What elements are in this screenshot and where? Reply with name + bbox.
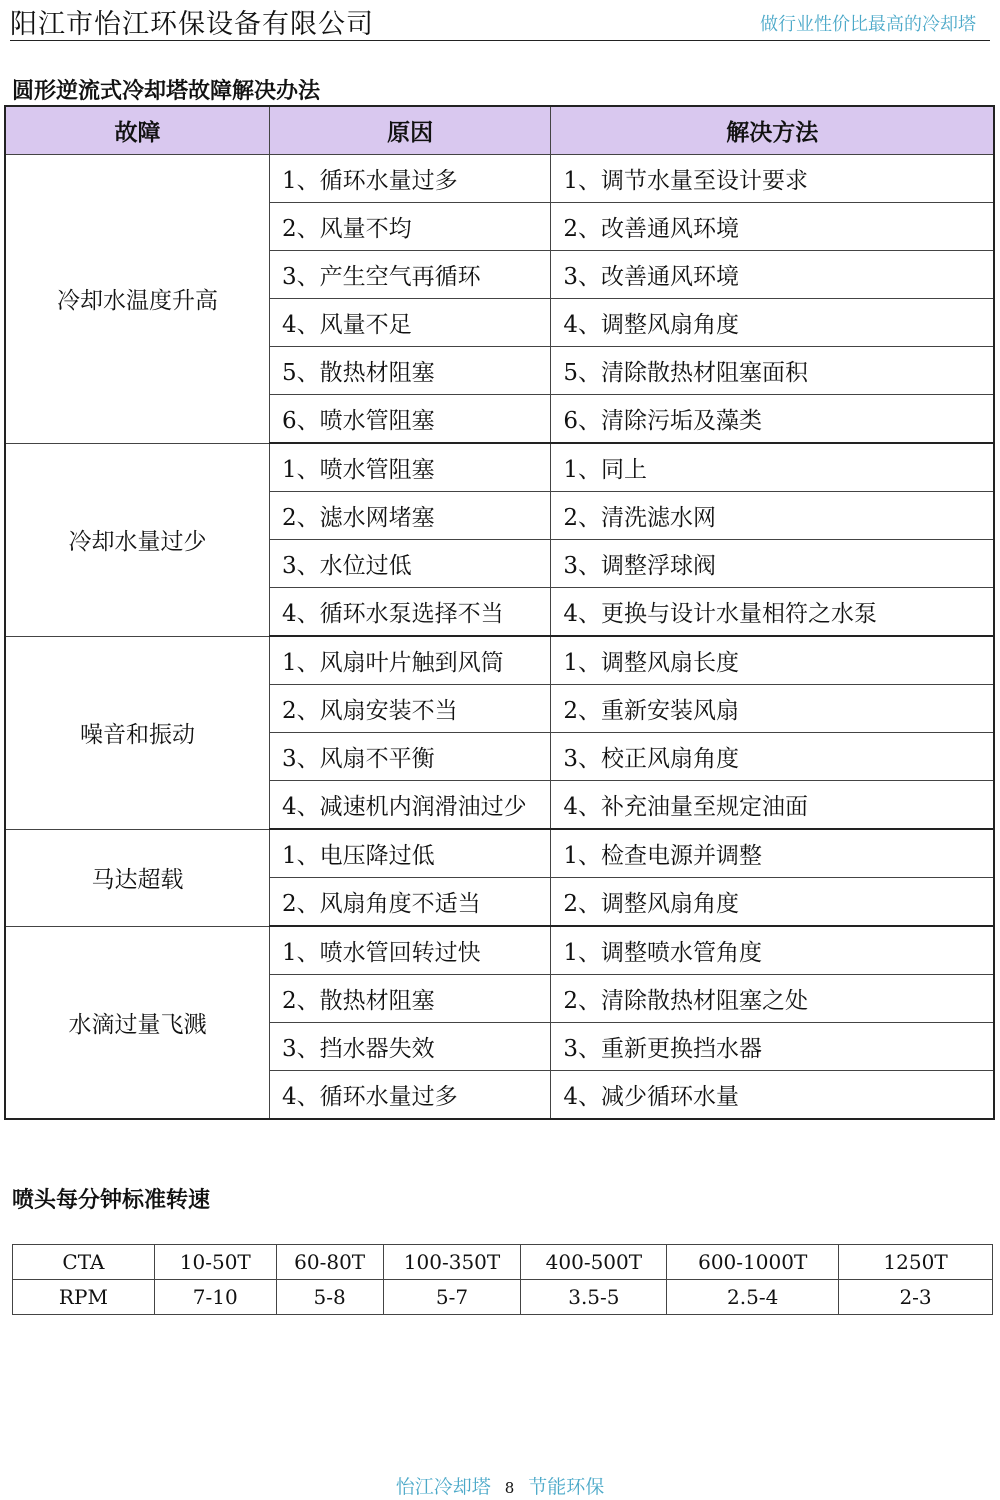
cause-cell: 3、风扇不平衡 xyxy=(269,733,550,781)
solution-cell: 6、清除污垢及藻类 xyxy=(551,395,994,444)
table-row xyxy=(5,829,994,878)
cause-cell: 2、风量不均 xyxy=(269,203,550,251)
cause-cell: 2、风扇安装不当 xyxy=(269,685,550,733)
cause-cell: 2、风扇角度不适当 xyxy=(269,878,550,927)
solution-cell: 2、调整风扇角度 xyxy=(551,878,994,927)
solution-cell: 4、调整风扇角度 xyxy=(551,299,994,347)
solution-cell: 3、调整浮球阀 xyxy=(551,540,994,588)
solution-cell: 1、调节水量至设计要求 xyxy=(551,155,994,203)
rpm-cell: 60-80T xyxy=(276,1245,383,1280)
table-row xyxy=(13,1245,993,1280)
solution-cell: 4、更换与设计水量相符之水泵 xyxy=(551,588,994,637)
cause-cell: 1、风扇叶片触到风筒 xyxy=(269,636,550,685)
page-footer xyxy=(0,1472,1000,1499)
solution-cell: 3、重新更换挡水器 xyxy=(551,1023,994,1071)
table-row xyxy=(5,155,994,203)
cause-cell: 1、循环水量过多 xyxy=(269,155,550,203)
rpm-cell: 5-8 xyxy=(276,1280,383,1315)
cause-cell: 1、喷水管阻塞 xyxy=(269,443,550,492)
table-row xyxy=(13,1280,993,1315)
rpm-cell: 7-10 xyxy=(154,1280,276,1315)
rpm-table xyxy=(12,1244,993,1315)
cause-cell: 4、循环水量过多 xyxy=(269,1071,550,1120)
solution-cell: 4、补充油量至规定油面 xyxy=(551,781,994,830)
col-header-cause: 原因 xyxy=(269,106,550,155)
col-header-solution: 解决方法 xyxy=(551,106,994,155)
table-row xyxy=(5,636,994,685)
footer-tagline: 节能环保 xyxy=(528,1476,605,1498)
rpm-row-label: CTA xyxy=(13,1245,155,1280)
footer-brand: 怡江冷却塔 xyxy=(395,1476,491,1498)
solution-cell: 1、检查电源并调整 xyxy=(551,829,994,878)
rpm-cell: 3.5-5 xyxy=(521,1280,667,1315)
cause-cell: 1、喷水管回转过快 xyxy=(269,926,550,975)
fault-table xyxy=(4,105,995,1120)
rpm-cell: 1250T xyxy=(839,1245,993,1280)
table-row xyxy=(5,926,994,975)
rpm-row-label: RPM xyxy=(13,1280,155,1315)
cause-cell: 3、挡水器失效 xyxy=(269,1023,550,1071)
solution-cell: 1、同上 xyxy=(551,443,994,492)
fault-cell: 冷却水温度升高 xyxy=(5,155,269,444)
rpm-table-body xyxy=(13,1245,993,1315)
rpm-cell: 2.5-4 xyxy=(667,1280,839,1315)
col-header-fault: 故障 xyxy=(5,106,269,155)
rpm-cell: 10-50T xyxy=(154,1245,276,1280)
cause-cell: 4、风量不足 xyxy=(269,299,550,347)
cause-cell: 4、减速机内润滑油过少 xyxy=(269,781,550,830)
solution-cell: 1、调整喷水管角度 xyxy=(551,926,994,975)
rpm-cell: 400-500T xyxy=(521,1245,667,1280)
cause-cell: 3、产生空气再循环 xyxy=(269,251,550,299)
solution-cell: 2、清洗滤水网 xyxy=(551,492,994,540)
fault-cell: 噪音和振动 xyxy=(5,636,269,829)
fault-cell: 水滴过量飞溅 xyxy=(5,926,269,1119)
cause-cell: 2、散热材阻塞 xyxy=(269,975,550,1023)
page-number: 8 xyxy=(504,1479,515,1497)
solution-cell: 2、重新安装风扇 xyxy=(551,685,994,733)
solution-cell: 2、改善通风环境 xyxy=(551,203,994,251)
cause-cell: 5、散热材阻塞 xyxy=(269,347,550,395)
rpm-cell: 2-3 xyxy=(839,1280,993,1315)
solution-cell: 3、改善通风环境 xyxy=(551,251,994,299)
solution-cell: 5、清除散热材阻塞面积 xyxy=(551,347,994,395)
solution-cell: 2、清除散热材阻塞之处 xyxy=(551,975,994,1023)
fault-table-body xyxy=(5,155,994,1120)
cause-cell: 6、喷水管阻塞 xyxy=(269,395,550,444)
fault-table-header xyxy=(5,106,994,155)
rpm-section-title: 喷头每分钟标准转速 xyxy=(12,1188,211,1213)
solution-cell: 3、校正风扇角度 xyxy=(551,733,994,781)
solution-cell: 1、调整风扇长度 xyxy=(551,636,994,685)
rpm-cell: 100-350T xyxy=(383,1245,521,1280)
cause-cell: 4、循环水泵选择不当 xyxy=(269,588,550,637)
slogan: 做行业性价比最高的冷却塔 xyxy=(760,14,976,35)
rpm-cell: 5-7 xyxy=(383,1280,521,1315)
table-row xyxy=(5,443,994,492)
cause-cell: 2、滤水网堵塞 xyxy=(269,492,550,540)
company-name: 阳江市怡江环保设备有限公司 xyxy=(10,9,374,40)
page-header xyxy=(10,0,990,41)
fault-cell: 马达超载 xyxy=(5,829,269,926)
solution-cell: 4、减少循环水量 xyxy=(551,1071,994,1120)
rpm-cell: 600-1000T xyxy=(667,1245,839,1280)
cause-cell: 3、水位过低 xyxy=(269,540,550,588)
fault-section-title: 圆形逆流式冷却塔故障解决办法 xyxy=(12,79,321,104)
fault-cell: 冷却水量过少 xyxy=(5,443,269,636)
cause-cell: 1、电压降过低 xyxy=(269,829,550,878)
